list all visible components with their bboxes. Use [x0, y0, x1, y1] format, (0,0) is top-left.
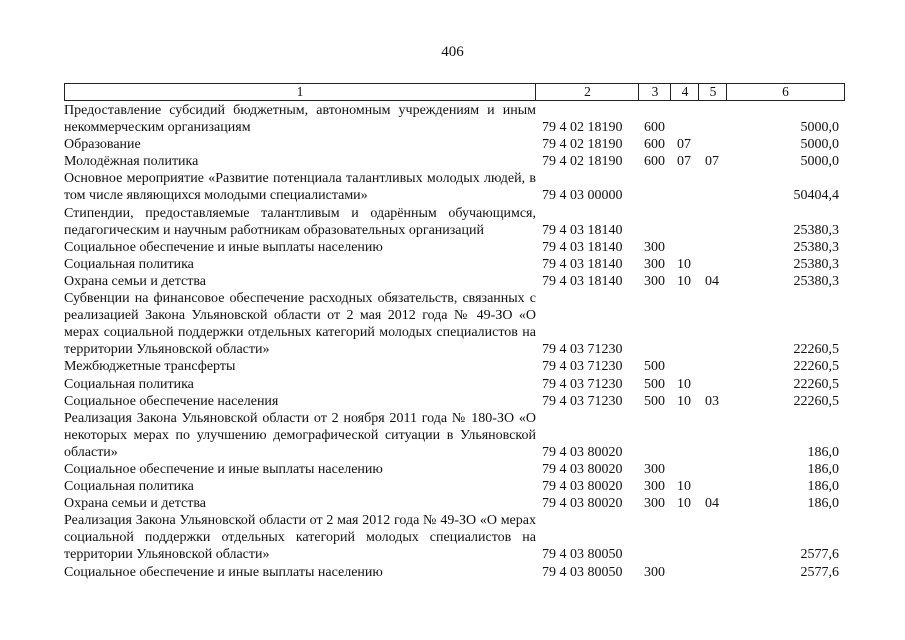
- row-description: Социальная политика: [64, 256, 194, 272]
- table-row: [64, 205, 843, 239]
- row-code: 79 4 03 71230: [542, 376, 623, 392]
- row-col-4: 10: [677, 256, 691, 272]
- row-amount: 2577,6: [800, 547, 839, 563]
- row-description: Социальная политика: [64, 376, 194, 392]
- row-col-4: 10: [677, 479, 691, 495]
- table-row: [64, 564, 843, 581]
- header-col-6: 6: [726, 84, 844, 100]
- row-col-3: 500: [644, 359, 665, 375]
- row-description: Образование: [64, 137, 141, 153]
- row-code: 79 4 02 18190: [542, 120, 623, 136]
- row-col-4: 10: [677, 496, 691, 512]
- row-col-3: 300: [644, 461, 665, 477]
- row-description: Реализация Закона Ульяновской области от 2 мая 2012 года № 49-ЗО «О мерах социальной поддержки отдельных категорий молодых специалистов на территории Ульяновской области»: [64, 513, 536, 563]
- table-row: [64, 273, 843, 290]
- table-row: [64, 290, 843, 358]
- header-col-4: 4: [670, 84, 699, 100]
- row-code: 79 4 03 71230: [542, 393, 623, 409]
- row-amount: 186,0: [807, 479, 839, 495]
- row-amount: 25380,3: [793, 222, 839, 238]
- table-row: [64, 256, 843, 273]
- table-row: [64, 410, 843, 461]
- row-amount: 5000,0: [800, 120, 839, 136]
- row-description: Предоставление субсидий бюджетным, автономным учреждениям и иным некоммерческим организациям: [64, 103, 536, 136]
- row-col-5: 07: [705, 154, 719, 170]
- table-row: [64, 136, 843, 153]
- row-amount: 186,0: [807, 444, 839, 460]
- row-col-3: 500: [644, 393, 665, 409]
- row-code: 79 4 03 80050: [542, 564, 623, 580]
- row-col-3: 300: [644, 496, 665, 512]
- row-col-4: 07: [677, 154, 691, 170]
- table-row: [64, 478, 843, 495]
- table-row: [64, 393, 843, 410]
- row-description: Молодёжная политика: [64, 154, 199, 170]
- page-number: 406: [441, 44, 464, 60]
- header-col-1: 1: [296, 84, 304, 99]
- row-amount: 22260,5: [793, 376, 839, 392]
- table-row: [64, 461, 843, 478]
- header-col-3: 3: [638, 84, 671, 100]
- row-description: Охрана семьи и детства: [64, 496, 206, 512]
- row-code: 79 4 03 80020: [542, 444, 623, 460]
- row-code: 79 4 03 18140: [542, 273, 623, 289]
- table-row: [64, 239, 843, 256]
- row-col-4: 07: [677, 137, 691, 153]
- row-description: Социальное обеспечение и иные выплаты населению: [64, 461, 383, 477]
- row-amount: 5000,0: [800, 154, 839, 170]
- row-col-4: 10: [677, 376, 691, 392]
- row-code: 79 4 03 71230: [542, 359, 623, 375]
- table-row: [64, 153, 843, 170]
- row-code: 79 4 03 80020: [542, 496, 623, 512]
- row-amount: 22260,5: [793, 393, 839, 409]
- row-col-3: 300: [644, 564, 665, 580]
- row-amount: 25380,3: [793, 256, 839, 272]
- row-col-3: 300: [644, 256, 665, 272]
- table-row: [64, 376, 843, 393]
- row-col-3: 300: [644, 479, 665, 495]
- row-amount: 186,0: [807, 461, 839, 477]
- table-row: [64, 170, 843, 204]
- row-description: Субвенции на финансовое обеспечение расходных обязательств, связанных с реализацией Закона Ульяновской области от 2 мая 2012 года № 49-ЗО «О мерах социальной поддержки отдельных категорий молодых специалистов на территории Ульяновской области»: [64, 291, 536, 358]
- row-amount: 25380,3: [793, 273, 839, 289]
- row-code: 79 4 03 18140: [542, 222, 623, 238]
- row-code: 79 4 03 80050: [542, 547, 623, 563]
- row-amount: 22260,5: [793, 359, 839, 375]
- row-col-5: 04: [705, 273, 719, 289]
- row-col-3: 600: [644, 120, 665, 136]
- row-col-4: 10: [677, 273, 691, 289]
- row-description: Охрана семьи и детства: [64, 273, 206, 289]
- row-amount: 50404,4: [793, 188, 839, 204]
- row-col-3: 600: [644, 154, 665, 170]
- row-description: Социальное обеспечение и иные выплаты населению: [64, 239, 383, 255]
- row-col-3: 300: [644, 239, 665, 255]
- row-amount: 5000,0: [800, 137, 839, 153]
- row-col-4: 10: [677, 393, 691, 409]
- row-amount: 2577,6: [800, 564, 839, 580]
- row-code: 79 4 03 80020: [542, 461, 623, 477]
- row-amount: 186,0: [807, 496, 839, 512]
- row-col-3: 300: [644, 273, 665, 289]
- row-description: Стипендии, предоставляемые талантливым и одарённым обучающимся, педагогическим и научным работникам образовательных организаций: [64, 205, 536, 238]
- row-code: 79 4 03 18140: [542, 239, 623, 255]
- row-amount: 22260,5: [793, 342, 839, 358]
- row-col-5: 04: [705, 496, 719, 512]
- row-amount: 25380,3: [793, 239, 839, 255]
- row-code: 79 4 02 18190: [542, 154, 623, 170]
- row-code: 79 4 03 71230: [542, 342, 623, 358]
- row-col-5: 03: [705, 393, 719, 409]
- table-header: [64, 83, 845, 101]
- row-col-3: 600: [644, 137, 665, 153]
- row-description: Реализация Закона Ульяновской области от 2 ноября 2011 года № 180-ЗО «О некоторых мерах по улучшению демографической ситуации в Ульяновской области»: [64, 410, 536, 460]
- row-code: 79 4 03 18140: [542, 256, 623, 272]
- header-col-2: 2: [535, 84, 639, 100]
- row-description: Основное мероприятие «Развитие потенциала талантливых молодых людей, в том числе являющихся молодыми специалистами»: [64, 171, 536, 204]
- table-body: [64, 102, 843, 581]
- table-row: [64, 512, 843, 563]
- table-row: [64, 102, 843, 136]
- row-code: 79 4 03 80020: [542, 479, 623, 495]
- row-code: 79 4 02 18190: [542, 137, 623, 153]
- row-code: 79 4 03 00000: [542, 188, 623, 204]
- row-description: Социальное обеспечение населения: [64, 393, 279, 409]
- header-col-5: 5: [698, 84, 727, 100]
- row-description: Социальное обеспечение и иные выплаты населению: [64, 564, 383, 580]
- row-description: Социальная политика: [64, 479, 194, 495]
- table-row: [64, 358, 843, 375]
- row-col-3: 500: [644, 376, 665, 392]
- row-description: Межбюджетные трансферты: [64, 359, 236, 375]
- table-row: [64, 495, 843, 512]
